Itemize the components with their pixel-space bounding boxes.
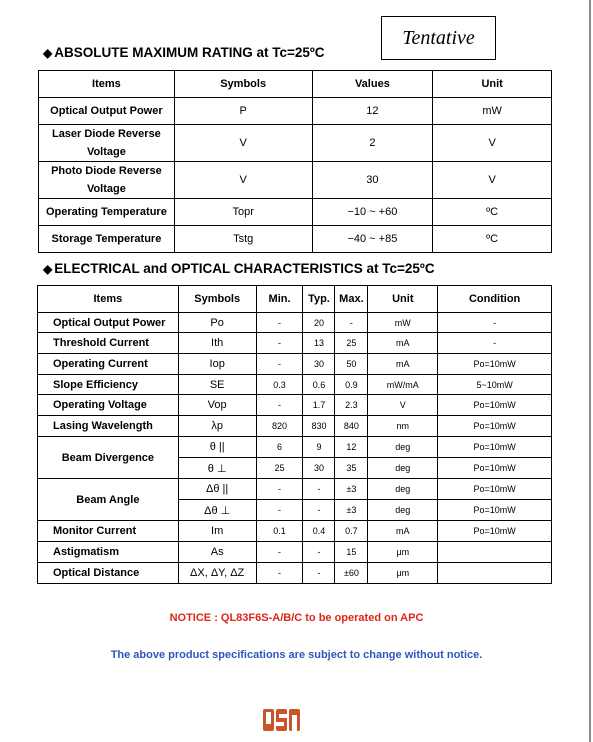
table-cell: ±60 bbox=[335, 563, 368, 584]
table-cell: Laser Diode Reverse Voltage bbox=[39, 125, 175, 162]
table-cell: V bbox=[433, 125, 552, 162]
table-row bbox=[39, 199, 552, 226]
table-cell: - bbox=[303, 500, 335, 521]
table-cell: - bbox=[256, 313, 303, 333]
table-cell: 840 bbox=[335, 416, 368, 437]
table-cell: 0.4 bbox=[303, 521, 335, 542]
table-cell: ±3 bbox=[335, 500, 368, 521]
table-cell: −10 ~ +60 bbox=[312, 199, 433, 226]
table-cell: Photo Diode Reverse Voltage bbox=[39, 162, 175, 199]
table-cell: Δθ ⊥ bbox=[178, 500, 256, 521]
section2-title: ELECTRICAL and OPTICAL CHARACTERISTICS at Tc=25ºC bbox=[54, 261, 435, 276]
table-row bbox=[39, 226, 552, 253]
col-header: Values bbox=[312, 71, 433, 98]
table-cell: Operating Temperature bbox=[39, 199, 175, 226]
table-cell: ±3 bbox=[335, 479, 368, 500]
table-cell: deg bbox=[368, 500, 438, 521]
logo-mark-icon bbox=[262, 705, 302, 735]
table-row bbox=[38, 313, 552, 333]
item-cell: Threshold Current bbox=[38, 333, 179, 354]
table-cell: Po=10mW bbox=[438, 479, 552, 500]
table-cell: - bbox=[438, 313, 552, 333]
table-cell: θ ⊥ bbox=[178, 458, 256, 479]
table-row bbox=[38, 416, 552, 437]
item-cell: Operating Current bbox=[38, 354, 179, 375]
table-cell: ΔX, ΔY, ΔZ bbox=[178, 563, 256, 584]
table-row bbox=[38, 563, 552, 584]
table-cell: - bbox=[256, 542, 303, 563]
table-cell: deg bbox=[368, 479, 438, 500]
table-row bbox=[38, 521, 552, 542]
table-cell: V bbox=[174, 162, 312, 199]
col-header: Condition bbox=[438, 286, 552, 313]
col-header: Symbols bbox=[174, 71, 312, 98]
table-cell: λp bbox=[178, 416, 256, 437]
table-cell: 15 bbox=[335, 542, 368, 563]
table-cell: mW bbox=[368, 313, 438, 333]
table-cell: P bbox=[174, 98, 312, 125]
table-cell: 30 bbox=[303, 354, 335, 375]
table-cell: ºC bbox=[433, 226, 552, 253]
table-cell: 30 bbox=[312, 162, 433, 199]
table-cell: Po=10mW bbox=[438, 500, 552, 521]
table-cell: 6 bbox=[256, 437, 303, 458]
table-header-row bbox=[39, 71, 552, 98]
item-cell: Operating Voltage bbox=[38, 395, 179, 416]
table-cell bbox=[438, 542, 552, 563]
table-cell: 9 bbox=[303, 437, 335, 458]
table-cell: 12 bbox=[335, 437, 368, 458]
section2-heading bbox=[43, 261, 435, 276]
col-header: Unit bbox=[433, 71, 552, 98]
col-header: Typ. bbox=[303, 286, 335, 313]
table-cell: Im bbox=[178, 521, 256, 542]
table-cell: ºC bbox=[433, 199, 552, 226]
item-cell: Astigmatism bbox=[38, 542, 179, 563]
table-cell: mA bbox=[368, 521, 438, 542]
table-cell: Po=10mW bbox=[438, 521, 552, 542]
tentative-stamp: Tentative bbox=[381, 16, 496, 60]
table-cell: Optical Output Power bbox=[39, 98, 175, 125]
table-cell: θ || bbox=[178, 437, 256, 458]
table-cell: mA bbox=[368, 333, 438, 354]
table-cell: Vop bbox=[178, 395, 256, 416]
table-cell: 50 bbox=[335, 354, 368, 375]
item-cell: Monitor Current bbox=[38, 521, 179, 542]
table-cell: 820 bbox=[256, 416, 303, 437]
table-row bbox=[38, 479, 552, 500]
table-cell: Topr bbox=[174, 199, 312, 226]
table-cell: 0.3 bbox=[256, 375, 303, 395]
table-row bbox=[38, 437, 552, 458]
table-cell: 0.6 bbox=[303, 375, 335, 395]
table-row bbox=[38, 375, 552, 395]
table-cell: Po=10mW bbox=[438, 458, 552, 479]
item-cell: Optical Distance bbox=[38, 563, 179, 584]
col-header: Symbols bbox=[178, 286, 256, 313]
table-cell: 20 bbox=[303, 313, 335, 333]
table-cell: deg bbox=[368, 437, 438, 458]
table-cell: - bbox=[335, 313, 368, 333]
table-row bbox=[38, 333, 552, 354]
table-cell: Po=10mW bbox=[438, 354, 552, 375]
table-cell: - bbox=[256, 563, 303, 584]
table-cell: Po=10mW bbox=[438, 416, 552, 437]
item-cell: Lasing Wavelength bbox=[38, 416, 179, 437]
disclaimer-text: The above product specifications are subject to change without notice. bbox=[110, 649, 483, 661]
table-cell: - bbox=[303, 542, 335, 563]
table-row bbox=[39, 98, 552, 125]
diamond-bullet-icon: ◆ bbox=[43, 262, 53, 276]
col-header: Unit bbox=[368, 286, 438, 313]
table-cell: V bbox=[433, 162, 552, 199]
table-cell: nm bbox=[368, 416, 438, 437]
table-cell: 25 bbox=[256, 458, 303, 479]
table-cell: −40 ~ +85 bbox=[312, 226, 433, 253]
table-cell: Po bbox=[178, 313, 256, 333]
table-cell: Tstg bbox=[174, 226, 312, 253]
table-cell: - bbox=[256, 395, 303, 416]
section1-heading bbox=[43, 45, 325, 60]
table-cell: As bbox=[178, 542, 256, 563]
absolute-max-rating-table bbox=[38, 70, 552, 253]
table-cell: 0.1 bbox=[256, 521, 303, 542]
table-cell: Po=10mW bbox=[438, 395, 552, 416]
table-row bbox=[38, 542, 552, 563]
item-cell: Slope Efficiency bbox=[38, 375, 179, 395]
col-header: Max. bbox=[335, 286, 368, 313]
table-cell: 830 bbox=[303, 416, 335, 437]
table-cell: Po=10mW bbox=[438, 437, 552, 458]
table-row bbox=[38, 395, 552, 416]
item-cell: Beam Divergence bbox=[38, 437, 179, 479]
table-cell: Iop bbox=[178, 354, 256, 375]
col-header: Items bbox=[38, 286, 179, 313]
diamond-bullet-icon: ◆ bbox=[43, 46, 53, 60]
table-cell: 1.7 bbox=[303, 395, 335, 416]
table-cell: mW/mA bbox=[368, 375, 438, 395]
table-cell: 30 bbox=[303, 458, 335, 479]
table-cell: - bbox=[303, 479, 335, 500]
table-cell: - bbox=[256, 479, 303, 500]
table-cell: 12 bbox=[312, 98, 433, 125]
col-header: Min. bbox=[256, 286, 303, 313]
table-cell: - bbox=[256, 354, 303, 375]
notice-text: NOTICE : QL83F6S-A/B/C to be operated on APC bbox=[169, 612, 424, 624]
col-header: Items bbox=[39, 71, 175, 98]
table-cell: 25 bbox=[335, 333, 368, 354]
table-cell: - bbox=[256, 500, 303, 521]
table-cell: V bbox=[174, 125, 312, 162]
table-row bbox=[38, 354, 552, 375]
table-cell: Ith bbox=[178, 333, 256, 354]
table-cell: 2.3 bbox=[335, 395, 368, 416]
table-cell bbox=[438, 563, 552, 584]
table-cell: μm bbox=[368, 563, 438, 584]
table-cell: - bbox=[303, 563, 335, 584]
table-cell: Δθ || bbox=[178, 479, 256, 500]
table-cell: μm bbox=[368, 542, 438, 563]
electrical-optical-table bbox=[37, 285, 552, 584]
table-row bbox=[39, 162, 552, 199]
company-logo bbox=[262, 705, 302, 740]
table-header-row bbox=[38, 286, 552, 313]
table-cell: deg bbox=[368, 458, 438, 479]
table-cell: - bbox=[256, 333, 303, 354]
table-cell: mA bbox=[368, 354, 438, 375]
table-cell: 0.9 bbox=[335, 375, 368, 395]
table-cell: 13 bbox=[303, 333, 335, 354]
item-cell: Optical Output Power bbox=[38, 313, 179, 333]
table-cell: mW bbox=[433, 98, 552, 125]
table-cell: Storage Temperature bbox=[39, 226, 175, 253]
table-cell: 5~10mW bbox=[438, 375, 552, 395]
table-cell: 35 bbox=[335, 458, 368, 479]
item-cell: Beam Angle bbox=[38, 479, 179, 521]
table-cell: V bbox=[368, 395, 438, 416]
table-row bbox=[39, 125, 552, 162]
table-cell: SE bbox=[178, 375, 256, 395]
table-cell: 2 bbox=[312, 125, 433, 162]
table-cell: 0.7 bbox=[335, 521, 368, 542]
section1-title: ABSOLUTE MAXIMUM RATING at Tc=25ºC bbox=[54, 45, 325, 60]
table-cell: - bbox=[438, 333, 552, 354]
